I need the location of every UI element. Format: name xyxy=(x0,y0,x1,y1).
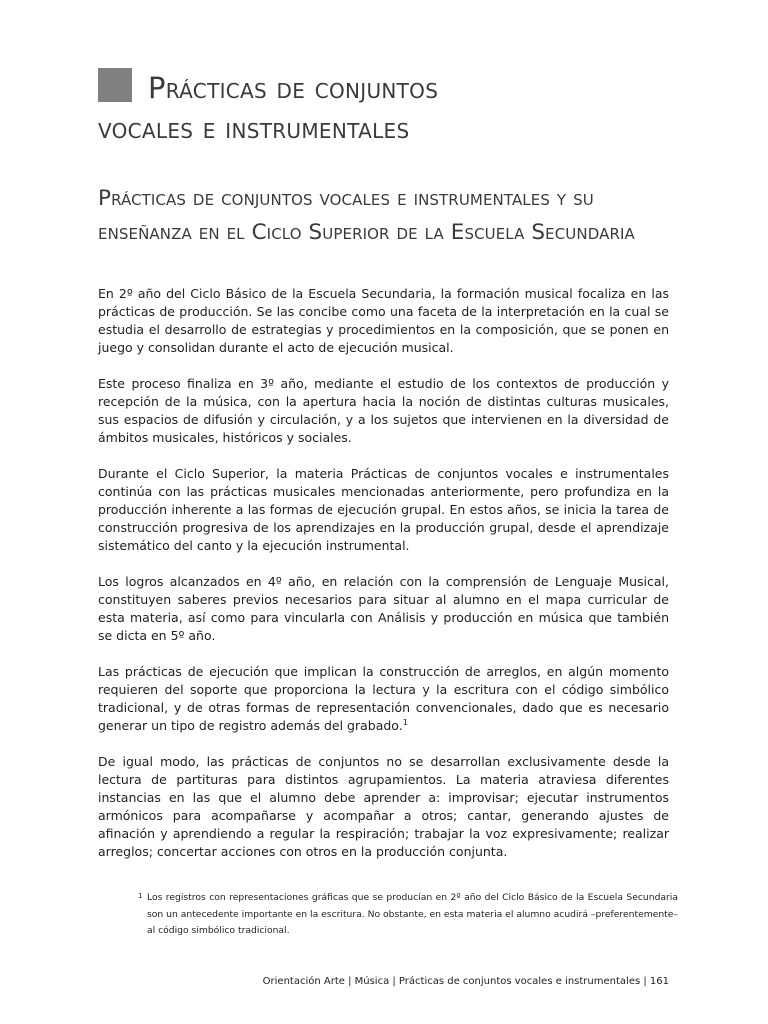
paragraph: Este proceso finaliza en 3º año, mediante el estudio de los contextos de producción y recepción de la música, con la apertura hacia la noción de distintas culturas musicales, sus espacios de difusión y circulación, y a los sujetos que intervienen en la diversidad de ámbitos musicales, históricos y sociales. xyxy=(98,376,669,445)
chapter-title-line-1: Prácticas de conjuntos xyxy=(148,71,439,105)
paragraph-text: Las prácticas de ejecución que implican la construcción de arreglos, en algún momento requieren del soporte que proporciona la lectura y la escritura con el código simbólico tradicional, y de otras formas de representación convencionales, dado que es necesario generar un tipo de registro además del grabado. xyxy=(98,664,669,733)
page-footer: Orientación Arte | Música | Prácticas de conjuntos vocales e instrumentales | 161 xyxy=(262,976,669,987)
paragraph-with-footnote xyxy=(98,663,669,735)
footnote-text: Los registros con representaciones gráficas que se producían en 2º año del Ciclo Básico de la Escuela Secundaria son un antecedente importante en la escritura. No obstante, en esta materia el alumno acudirá –preferentemente– al código simbólico tradicional. xyxy=(147,892,678,936)
paragraph: De igual modo, las prácticas de conjuntos no se desarrollan exclusivamente desde la lectura de partituras para distintos agrupamientos. La materia atraviesa diferentes instancias en las que el alumno debe aprender a: improvisar; ejecutar instrumentos armónicos para acompañarse y acompañar a otros; cantar, generando ajustes de afinación y aprendiendo a regular la respiración; trabajar la voz expresivamente; realizar arreglos; concertar acciones con otros en la producción conjunta. xyxy=(98,754,669,859)
paragraph: Los logros alcanzados en 4º año, en relación con la comprensión de Lenguaje Musical, constituyen saberes previos necesarios para situar al alumno en el mapa curricular de esta materia, así como para vincularla con Análisis y producción en música que también se dicta en 5º año. xyxy=(98,574,669,643)
paragraph: Durante el Ciclo Superior, la materia Prácticas de conjuntos vocales e instrumentales continúa con las prácticas musicales mencionadas anteriormente, pero profundiza en la producción inherente a las formas de ejecución grupal. En estos años, se inicia la tarea de construcción progresiva de los aprendizajes en la producción grupal, desde el aprendizaje sistemático del canto y la ejecución instrumental. xyxy=(98,466,669,553)
paragraph: En 2º año del Ciclo Básico de la Escuela Secundaria, la formación musical focaliza en las prácticas de producción. Se las concibe como una faceta de la interpretación en la cual se estudia el desarrollo de estrategias y procedimientos en la composición, que se ponen en juego y consolidan durante el acto de ejecución musical. xyxy=(98,286,669,355)
section-subtitle: Prácticas de conjuntos vocales e instrumentales y su enseñanza en el Ciclo Superior de la Escuela Secundaria xyxy=(98,186,635,245)
footnote-reference: 1 xyxy=(402,718,408,727)
footnote-mark: 1 xyxy=(138,892,143,900)
chapter-title-line-2: vocales e instrumentales xyxy=(98,111,410,145)
body-text xyxy=(98,285,669,879)
title-marker-square xyxy=(98,68,132,102)
footnote xyxy=(138,890,678,940)
